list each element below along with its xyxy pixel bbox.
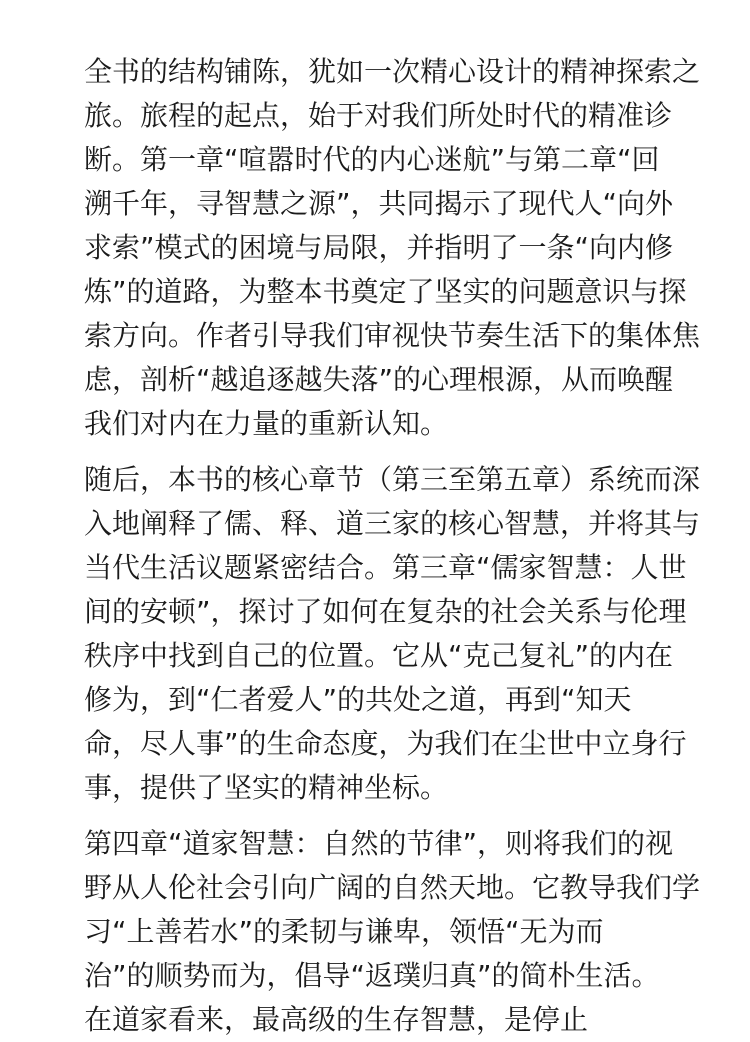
text-line: 溯千年，寻智慧之源”，共同揭示了现代人“向外 — [84, 187, 674, 220]
text-line: 治”的顺势而为，倡导“返璞归真”的简朴生活。 — [84, 959, 660, 992]
text-line: 旅。旅程的起点，始于对我们所处时代的精准诊 — [84, 99, 673, 132]
paragraph-3 — [84, 822, 701, 1042]
text-line: 当代生活议题紧密结合。第三章“儒家智慧：人世 — [84, 551, 687, 584]
text-line: 索方向。作者引导我们审视快节奏生活下的集体焦 — [84, 319, 701, 352]
text-line: 求索”模式的困境与局限，并指明了一条“向内修 — [84, 231, 674, 264]
text-line: 我们对内在力量的重新认知。 — [84, 407, 449, 440]
text-line: 命，尽人事”的生命态度，为我们在尘世中立身行 — [84, 727, 687, 760]
text-line: 修为，到“仁者爱人”的共处之道，再到“知天 — [84, 683, 632, 716]
text-line: 事，提供了坚实的精神坐标。 — [84, 771, 449, 804]
text-line: 野从人伦社会引向广阔的自然天地。它教导我们学 — [84, 871, 701, 904]
text-line: 秩序中找到自己的位置。它从“克己复礼”的内在 — [84, 639, 674, 672]
paragraph-2 — [84, 458, 701, 810]
text-line: 入地阐释了儒、释、道三家的核心智慧，并将其与 — [84, 507, 701, 540]
text-line: 全书的结构铺陈，犹如一次精心设计的精神探索之 — [84, 55, 701, 88]
text-line: 炼”的道路，为整本书奠定了坚实的问题意识与探 — [84, 275, 687, 308]
paragraph-1 — [84, 50, 701, 446]
text-line: 第四章“道家智慧：自然的节律”，则将我们的视 — [84, 827, 674, 860]
text-line: 间的安顿”，探讨了如何在复杂的社会关系与伦理 — [84, 595, 687, 628]
text-line: 在道家看来，最高级的生存智慧，是停止 — [84, 1003, 589, 1036]
article-body — [84, 50, 701, 1042]
text-line: 断。第一章“喧嚣时代的内心迷航”与第二章“回 — [84, 143, 660, 176]
text-line: 随后，本书的核心章节（第三至第五章）系统而深 — [84, 463, 701, 496]
text-line: 习“上善若水”的柔韧与谦卑，领悟“无为而 — [84, 915, 604, 948]
text-line: 虑，剖析“越追逐越失落”的心理根源，从而唤醒 — [84, 363, 674, 396]
